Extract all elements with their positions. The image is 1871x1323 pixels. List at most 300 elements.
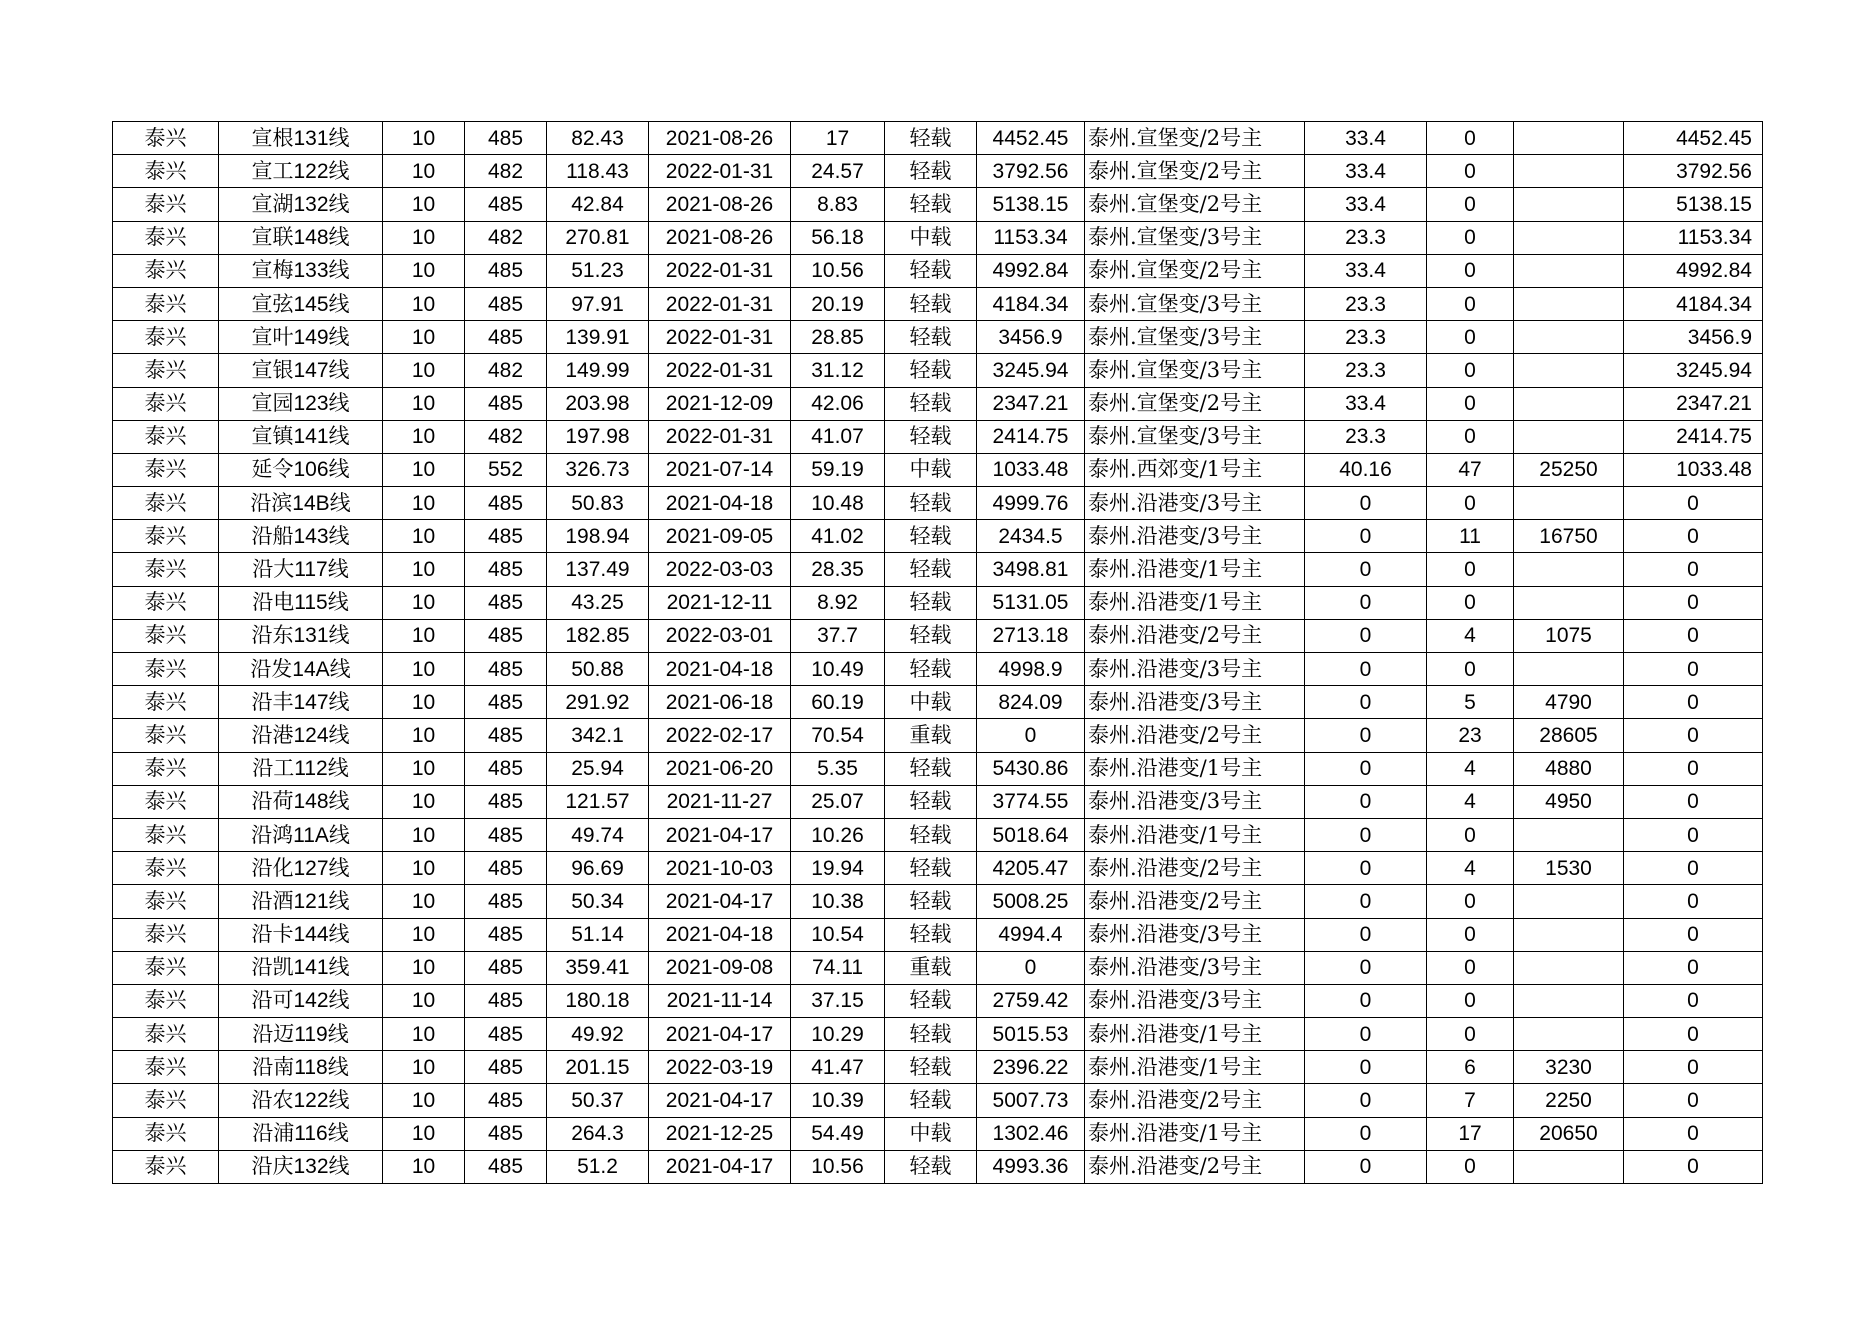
county-cell: 泰兴 <box>113 586 219 619</box>
available-capacity-cell: 3792.56 <box>977 155 1085 188</box>
table-row <box>113 387 1763 420</box>
available-capacity-cell: 5015.53 <box>977 1018 1085 1051</box>
available-capacity-cell: 3774.55 <box>977 785 1085 818</box>
load-rate-cell: 20.19 <box>791 287 885 320</box>
load-rate-cell: 10.49 <box>791 653 885 686</box>
voltage-cell: 10 <box>383 155 465 188</box>
line-name-cell: 宣园123线 <box>219 387 383 420</box>
load-status-cell: 轻载 <box>885 553 977 586</box>
voltage-cell: 10 <box>383 619 465 652</box>
date-cell: 2021-12-09 <box>649 387 791 420</box>
rated-current-cell: 485 <box>465 752 547 785</box>
remaining-capacity-cell: 2414.75 <box>1624 420 1763 453</box>
amount-cell <box>1514 354 1624 387</box>
count-cell: 0 <box>1427 818 1514 851</box>
county-cell: 泰兴 <box>113 1051 219 1084</box>
date-cell: 2021-06-18 <box>649 686 791 719</box>
amount-cell: 2250 <box>1514 1084 1624 1117</box>
remaining-capacity-cell: 3245.94 <box>1624 354 1763 387</box>
load-rate-cell: 59.19 <box>791 453 885 486</box>
date-cell: 2022-01-31 <box>649 287 791 320</box>
table-row <box>113 1018 1763 1051</box>
transformer-cell: 泰州.沿港变/3号主 <box>1085 785 1305 818</box>
load-rate-cell: 10.56 <box>791 1150 885 1183</box>
available-capacity-cell: 2434.5 <box>977 520 1085 553</box>
available-capacity-cell: 4999.76 <box>977 487 1085 520</box>
table-row <box>113 719 1763 752</box>
date-cell: 2021-04-17 <box>649 1084 791 1117</box>
line-name-cell: 沿滨14B线 <box>219 487 383 520</box>
line-name-cell: 宣弦145线 <box>219 287 383 320</box>
line-name-cell: 沿可142线 <box>219 984 383 1017</box>
available-capacity-cell: 5430.86 <box>977 752 1085 785</box>
transformer-cell: 泰州.宣堡变/2号主 <box>1085 188 1305 221</box>
load-rate-cell: 10.48 <box>791 487 885 520</box>
count-cell: 0 <box>1427 420 1514 453</box>
load-rate-cell: 10.56 <box>791 254 885 287</box>
rated-current-cell: 485 <box>465 984 547 1017</box>
line-name-cell: 沿南118线 <box>219 1051 383 1084</box>
date-cell: 2022-03-01 <box>649 619 791 652</box>
load-rate-cell: 24.57 <box>791 155 885 188</box>
count-cell: 0 <box>1427 885 1514 918</box>
transformer-load-cell: 23.3 <box>1305 221 1427 254</box>
load-rate-cell: 10.26 <box>791 818 885 851</box>
max-current-cell: 326.73 <box>547 453 649 486</box>
load-status-cell: 轻载 <box>885 885 977 918</box>
line-name-cell: 延令106线 <box>219 453 383 486</box>
count-cell: 0 <box>1427 287 1514 320</box>
max-current-cell: 50.37 <box>547 1084 649 1117</box>
count-cell: 11 <box>1427 520 1514 553</box>
max-current-cell: 201.15 <box>547 1051 649 1084</box>
available-capacity-cell: 5138.15 <box>977 188 1085 221</box>
date-cell: 2021-10-03 <box>649 852 791 885</box>
date-cell: 2021-12-25 <box>649 1117 791 1150</box>
county-cell: 泰兴 <box>113 122 219 155</box>
amount-cell <box>1514 155 1624 188</box>
remaining-capacity-cell: 0 <box>1624 885 1763 918</box>
rated-current-cell: 485 <box>465 1150 547 1183</box>
count-cell: 0 <box>1427 487 1514 520</box>
count-cell: 0 <box>1427 653 1514 686</box>
remaining-capacity-cell: 0 <box>1624 619 1763 652</box>
load-status-cell: 中载 <box>885 1117 977 1150</box>
voltage-cell: 10 <box>383 453 465 486</box>
line-name-cell: 宣联148线 <box>219 221 383 254</box>
voltage-cell: 10 <box>383 354 465 387</box>
rated-current-cell: 485 <box>465 254 547 287</box>
county-cell: 泰兴 <box>113 984 219 1017</box>
rated-current-cell: 485 <box>465 287 547 320</box>
count-cell: 5 <box>1427 686 1514 719</box>
rated-current-cell: 485 <box>465 586 547 619</box>
line-name-cell: 沿凯141线 <box>219 951 383 984</box>
county-cell: 泰兴 <box>113 852 219 885</box>
rated-current-cell: 482 <box>465 221 547 254</box>
voltage-cell: 10 <box>383 387 465 420</box>
county-cell: 泰兴 <box>113 818 219 851</box>
line-name-cell: 宣工122线 <box>219 155 383 188</box>
count-cell: 0 <box>1427 221 1514 254</box>
transformer-cell: 泰州.沿港变/1号主 <box>1085 752 1305 785</box>
transformer-load-cell: 0 <box>1305 1051 1427 1084</box>
count-cell: 7 <box>1427 1084 1514 1117</box>
county-cell: 泰兴 <box>113 520 219 553</box>
max-current-cell: 50.88 <box>547 653 649 686</box>
date-cell: 2021-04-18 <box>649 653 791 686</box>
voltage-cell: 10 <box>383 785 465 818</box>
table-row <box>113 254 1763 287</box>
date-cell: 2021-04-17 <box>649 1018 791 1051</box>
load-status-cell: 轻载 <box>885 1018 977 1051</box>
date-cell: 2021-04-18 <box>649 487 791 520</box>
transformer-load-cell: 0 <box>1305 984 1427 1017</box>
count-cell: 4 <box>1427 785 1514 818</box>
count-cell: 47 <box>1427 453 1514 486</box>
load-rate-cell: 70.54 <box>791 719 885 752</box>
transformer-load-cell: 0 <box>1305 752 1427 785</box>
load-status-cell: 重载 <box>885 951 977 984</box>
line-name-cell: 沿荷148线 <box>219 785 383 818</box>
amount-cell: 4880 <box>1514 752 1624 785</box>
line-name-cell: 沿电115线 <box>219 586 383 619</box>
line-name-cell: 沿化127线 <box>219 852 383 885</box>
max-current-cell: 139.91 <box>547 321 649 354</box>
remaining-capacity-cell: 5138.15 <box>1624 188 1763 221</box>
remaining-capacity-cell: 0 <box>1624 852 1763 885</box>
date-cell: 2021-04-17 <box>649 885 791 918</box>
transformer-cell: 泰州.沿港变/1号主 <box>1085 1018 1305 1051</box>
load-status-cell: 轻载 <box>885 1051 977 1084</box>
count-cell: 17 <box>1427 1117 1514 1150</box>
transformer-load-cell: 33.4 <box>1305 155 1427 188</box>
available-capacity-cell: 4452.45 <box>977 122 1085 155</box>
remaining-capacity-cell: 4452.45 <box>1624 122 1763 155</box>
amount-cell <box>1514 487 1624 520</box>
transformer-load-cell: 0 <box>1305 719 1427 752</box>
county-cell: 泰兴 <box>113 1117 219 1150</box>
remaining-capacity-cell: 3456.9 <box>1624 321 1763 354</box>
transformer-cell: 泰州.西郊变/1号主 <box>1085 453 1305 486</box>
load-rate-cell: 37.15 <box>791 984 885 1017</box>
line-name-cell: 宣梅133线 <box>219 254 383 287</box>
available-capacity-cell: 0 <box>977 719 1085 752</box>
voltage-cell: 10 <box>383 1051 465 1084</box>
table-row <box>113 1084 1763 1117</box>
transformer-cell: 泰州.沿港变/2号主 <box>1085 719 1305 752</box>
table-row <box>113 553 1763 586</box>
table-row <box>113 520 1763 553</box>
line-name-cell: 沿大117线 <box>219 553 383 586</box>
max-current-cell: 51.14 <box>547 918 649 951</box>
county-cell: 泰兴 <box>113 321 219 354</box>
rated-current-cell: 485 <box>465 918 547 951</box>
table-row <box>113 287 1763 320</box>
load-rate-cell: 10.39 <box>791 1084 885 1117</box>
transformer-cell: 泰州.沿港变/1号主 <box>1085 1117 1305 1150</box>
transformer-cell: 泰州.沿港变/3号主 <box>1085 686 1305 719</box>
amount-cell <box>1514 553 1624 586</box>
table-row <box>113 885 1763 918</box>
line-name-cell: 沿庆132线 <box>219 1150 383 1183</box>
line-name-cell: 沿卡144线 <box>219 918 383 951</box>
transformer-load-cell: 0 <box>1305 1150 1427 1183</box>
voltage-cell: 10 <box>383 885 465 918</box>
load-rate-cell: 28.35 <box>791 553 885 586</box>
rated-current-cell: 485 <box>465 520 547 553</box>
load-status-cell: 轻载 <box>885 387 977 420</box>
max-current-cell: 96.69 <box>547 852 649 885</box>
rated-current-cell: 485 <box>465 553 547 586</box>
remaining-capacity-cell: 0 <box>1624 752 1763 785</box>
table-body <box>113 122 1763 1184</box>
date-cell: 2021-08-26 <box>649 122 791 155</box>
transformer-cell: 泰州.宣堡变/2号主 <box>1085 122 1305 155</box>
remaining-capacity-cell: 0 <box>1624 586 1763 619</box>
load-status-cell: 轻载 <box>885 487 977 520</box>
line-name-cell: 沿酒121线 <box>219 885 383 918</box>
amount-cell <box>1514 1150 1624 1183</box>
transformer-cell: 泰州.宣堡变/2号主 <box>1085 254 1305 287</box>
amount-cell <box>1514 387 1624 420</box>
load-rate-cell: 42.06 <box>791 387 885 420</box>
voltage-cell: 10 <box>383 818 465 851</box>
amount-cell: 4950 <box>1514 785 1624 818</box>
count-cell: 0 <box>1427 354 1514 387</box>
rated-current-cell: 485 <box>465 188 547 221</box>
voltage-cell: 10 <box>383 951 465 984</box>
rated-current-cell: 485 <box>465 321 547 354</box>
rated-current-cell: 485 <box>465 619 547 652</box>
county-cell: 泰兴 <box>113 653 219 686</box>
date-cell: 2022-01-31 <box>649 155 791 188</box>
count-cell: 0 <box>1427 188 1514 221</box>
load-rate-cell: 28.85 <box>791 321 885 354</box>
transformer-load-cell: 0 <box>1305 951 1427 984</box>
transformer-cell: 泰州.沿港变/3号主 <box>1085 984 1305 1017</box>
max-current-cell: 42.84 <box>547 188 649 221</box>
rated-current-cell: 552 <box>465 453 547 486</box>
rated-current-cell: 482 <box>465 354 547 387</box>
load-rate-cell: 60.19 <box>791 686 885 719</box>
voltage-cell: 10 <box>383 852 465 885</box>
max-current-cell: 50.83 <box>547 487 649 520</box>
available-capacity-cell: 1153.34 <box>977 221 1085 254</box>
rated-current-cell: 482 <box>465 420 547 453</box>
voltage-cell: 10 <box>383 553 465 586</box>
county-cell: 泰兴 <box>113 885 219 918</box>
transformer-cell: 泰州.宣堡变/3号主 <box>1085 354 1305 387</box>
rated-current-cell: 485 <box>465 1084 547 1117</box>
transformer-load-cell: 33.4 <box>1305 122 1427 155</box>
date-cell: 2021-04-17 <box>649 1150 791 1183</box>
transformer-load-cell: 0 <box>1305 818 1427 851</box>
remaining-capacity-cell: 1153.34 <box>1624 221 1763 254</box>
available-capacity-cell: 4993.36 <box>977 1150 1085 1183</box>
remaining-capacity-cell: 0 <box>1624 918 1763 951</box>
county-cell: 泰兴 <box>113 254 219 287</box>
rated-current-cell: 485 <box>465 951 547 984</box>
table-row <box>113 619 1763 652</box>
line-name-cell: 沿东131线 <box>219 619 383 652</box>
table-row <box>113 188 1763 221</box>
county-cell: 泰兴 <box>113 221 219 254</box>
count-cell: 4 <box>1427 752 1514 785</box>
remaining-capacity-cell: 0 <box>1624 487 1763 520</box>
line-name-cell: 宣银147线 <box>219 354 383 387</box>
voltage-cell: 10 <box>383 1018 465 1051</box>
available-capacity-cell: 2347.21 <box>977 387 1085 420</box>
transformer-load-cell: 40.16 <box>1305 453 1427 486</box>
amount-cell <box>1514 885 1624 918</box>
voltage-cell: 10 <box>383 122 465 155</box>
load-status-cell: 轻载 <box>885 321 977 354</box>
county-cell: 泰兴 <box>113 453 219 486</box>
load-status-cell: 轻载 <box>885 420 977 453</box>
max-current-cell: 50.34 <box>547 885 649 918</box>
table-row <box>113 686 1763 719</box>
table-row <box>113 420 1763 453</box>
county-cell: 泰兴 <box>113 1018 219 1051</box>
transformer-load-cell: 0 <box>1305 653 1427 686</box>
table-row <box>113 321 1763 354</box>
count-cell: 4 <box>1427 619 1514 652</box>
county-cell: 泰兴 <box>113 918 219 951</box>
transformer-cell: 泰州.沿港变/3号主 <box>1085 918 1305 951</box>
transformer-load-cell: 33.4 <box>1305 188 1427 221</box>
transformer-load-cell: 23.3 <box>1305 420 1427 453</box>
max-current-cell: 49.74 <box>547 818 649 851</box>
available-capacity-cell: 4998.9 <box>977 653 1085 686</box>
load-rate-cell: 5.35 <box>791 752 885 785</box>
table-row <box>113 586 1763 619</box>
transformer-load-cell: 0 <box>1305 586 1427 619</box>
transformer-cell: 泰州.沿港变/2号主 <box>1085 852 1305 885</box>
date-cell: 2021-12-11 <box>649 586 791 619</box>
max-current-cell: 49.92 <box>547 1018 649 1051</box>
load-rate-cell: 54.49 <box>791 1117 885 1150</box>
amount-cell <box>1514 984 1624 1017</box>
amount-cell: 3230 <box>1514 1051 1624 1084</box>
load-rate-cell: 8.83 <box>791 188 885 221</box>
county-cell: 泰兴 <box>113 752 219 785</box>
transformer-load-cell: 0 <box>1305 918 1427 951</box>
table-row <box>113 1117 1763 1150</box>
available-capacity-cell: 5018.64 <box>977 818 1085 851</box>
voltage-cell: 10 <box>383 487 465 520</box>
transformer-cell: 泰州.沿港变/1号主 <box>1085 1051 1305 1084</box>
table-row <box>113 221 1763 254</box>
table-row <box>113 155 1763 188</box>
voltage-cell: 10 <box>383 254 465 287</box>
count-cell: 4 <box>1427 852 1514 885</box>
load-status-cell: 轻载 <box>885 852 977 885</box>
max-current-cell: 51.2 <box>547 1150 649 1183</box>
max-current-cell: 180.18 <box>547 984 649 1017</box>
count-cell: 0 <box>1427 586 1514 619</box>
max-current-cell: 43.25 <box>547 586 649 619</box>
line-name-cell: 沿港124线 <box>219 719 383 752</box>
amount-cell: 4790 <box>1514 686 1624 719</box>
rated-current-cell: 485 <box>465 653 547 686</box>
max-current-cell: 359.41 <box>547 951 649 984</box>
remaining-capacity-cell: 0 <box>1624 653 1763 686</box>
county-cell: 泰兴 <box>113 487 219 520</box>
remaining-capacity-cell: 0 <box>1624 1117 1763 1150</box>
transformer-load-cell: 0 <box>1305 1018 1427 1051</box>
table-row <box>113 852 1763 885</box>
load-rate-cell: 41.02 <box>791 520 885 553</box>
county-cell: 泰兴 <box>113 155 219 188</box>
remaining-capacity-cell: 0 <box>1624 686 1763 719</box>
max-current-cell: 137.49 <box>547 553 649 586</box>
line-name-cell: 沿迈119线 <box>219 1018 383 1051</box>
county-cell: 泰兴 <box>113 188 219 221</box>
transformer-cell: 泰州.沿港变/3号主 <box>1085 487 1305 520</box>
rated-current-cell: 485 <box>465 818 547 851</box>
rated-current-cell: 485 <box>465 885 547 918</box>
county-cell: 泰兴 <box>113 951 219 984</box>
max-current-cell: 264.3 <box>547 1117 649 1150</box>
load-rate-cell: 74.11 <box>791 951 885 984</box>
available-capacity-cell: 0 <box>977 951 1085 984</box>
voltage-cell: 10 <box>383 420 465 453</box>
rated-current-cell: 485 <box>465 387 547 420</box>
date-cell: 2022-03-03 <box>649 553 791 586</box>
count-cell: 0 <box>1427 122 1514 155</box>
available-capacity-cell: 5131.05 <box>977 586 1085 619</box>
transformer-load-cell: 0 <box>1305 553 1427 586</box>
voltage-cell: 10 <box>383 686 465 719</box>
table-row <box>113 1051 1763 1084</box>
transformer-load-cell: 33.4 <box>1305 254 1427 287</box>
transformer-load-cell: 0 <box>1305 487 1427 520</box>
remaining-capacity-cell: 0 <box>1624 1084 1763 1117</box>
transformer-load-cell: 0 <box>1305 1117 1427 1150</box>
remaining-capacity-cell: 0 <box>1624 951 1763 984</box>
count-cell: 0 <box>1427 1018 1514 1051</box>
feeder-load-table <box>112 121 1763 1184</box>
load-status-cell: 轻载 <box>885 354 977 387</box>
amount-cell <box>1514 818 1624 851</box>
load-status-cell: 轻载 <box>885 188 977 221</box>
date-cell: 2021-04-18 <box>649 918 791 951</box>
date-cell: 2022-01-31 <box>649 321 791 354</box>
line-name-cell: 宣湖132线 <box>219 188 383 221</box>
max-current-cell: 149.99 <box>547 354 649 387</box>
transformer-cell: 泰州.沿港变/1号主 <box>1085 818 1305 851</box>
line-name-cell: 宣根131线 <box>219 122 383 155</box>
count-cell: 0 <box>1427 254 1514 287</box>
available-capacity-cell: 2396.22 <box>977 1051 1085 1084</box>
max-current-cell: 203.98 <box>547 387 649 420</box>
load-status-cell: 轻载 <box>885 653 977 686</box>
remaining-capacity-cell: 0 <box>1624 553 1763 586</box>
table-row <box>113 951 1763 984</box>
load-status-cell: 轻载 <box>885 287 977 320</box>
county-cell: 泰兴 <box>113 619 219 652</box>
load-status-cell: 轻载 <box>885 818 977 851</box>
load-rate-cell: 56.18 <box>791 221 885 254</box>
table-row <box>113 487 1763 520</box>
amount-cell: 16750 <box>1514 520 1624 553</box>
remaining-capacity-cell: 0 <box>1624 785 1763 818</box>
rated-current-cell: 485 <box>465 1051 547 1084</box>
table-row <box>113 752 1763 785</box>
county-cell: 泰兴 <box>113 553 219 586</box>
max-current-cell: 51.23 <box>547 254 649 287</box>
